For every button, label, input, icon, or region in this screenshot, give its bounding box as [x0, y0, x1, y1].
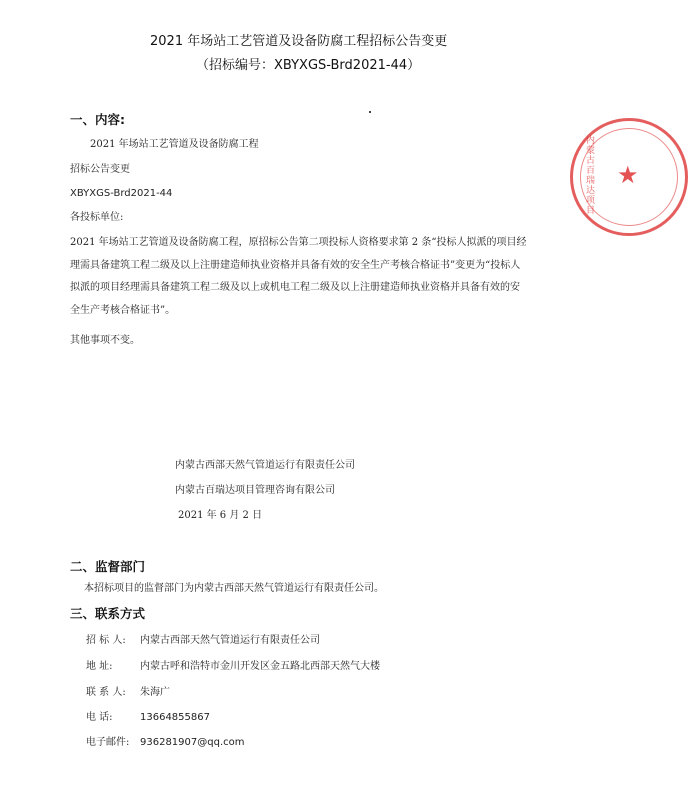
other-matters: 其他事项不变。: [70, 335, 140, 346]
contact-value: 内蒙古呼和浩特市金川开发区金五路北西部天然气大楼: [140, 661, 380, 672]
salutation: 各投标单位:: [70, 212, 124, 223]
scan-speck: [369, 111, 371, 113]
contact-label: 联 系 人:: [86, 687, 126, 698]
contact-value: 936281907@qq.com: [140, 737, 245, 748]
contact-email: [86, 733, 245, 748]
contact-tenderer: [86, 631, 320, 646]
section1-heading: 一、内容:: [70, 112, 125, 127]
signature-org2: 内蒙古百瑞达项目管理咨询有限公司: [175, 485, 335, 496]
contact-address: [86, 657, 380, 672]
change-description: 2021 年场站工艺管道及设备防腐工程，原招标公告第二项投标人资格要求第 2 条“投标人拟派的项目经理需具备建筑工程二级及以上注册建造师执业资格并具备有效的安全生产考核合格证书”变更为“投标人拟派的项目经理需具备建筑工程二级及以上或机电工程二级及以上注册建造师执业资格并具备有效的安全生产考核合格证书”。: [70, 237, 527, 316]
contact-label: 电子邮件:: [86, 737, 130, 748]
contact-label: 招 标 人:: [86, 635, 126, 646]
contact-value: 内蒙古西部天然气管道运行有限责任公司: [140, 635, 320, 646]
seal-text: 内蒙古百瑞达项目: [584, 135, 594, 215]
tender-code: XBYXGS-Brd2021-44: [70, 188, 173, 199]
contact-person: [86, 683, 170, 698]
contact-label: 电 话:: [86, 712, 113, 723]
signature-org1: 内蒙古西部天然气管道运行有限责任公司: [175, 460, 355, 471]
document-title: 2021 年场站工艺管道及设备防腐工程招标公告变更: [150, 34, 448, 49]
tender-number: （招标编号：XBYXGS-Brd2021-44）: [196, 58, 421, 73]
project-name: 2021 年场站工艺管道及设备防腐工程: [90, 139, 259, 150]
signature-date: 2021 年 6 月 2 日: [178, 510, 263, 521]
company-seal: [570, 118, 688, 236]
star-icon: ★: [617, 161, 639, 189]
section2-heading: 二、监督部门: [70, 559, 146, 574]
notice-type: 招标公告变更: [70, 164, 130, 175]
section3-heading: 三、联系方式: [70, 606, 146, 621]
contact-label: 地 址:: [86, 661, 113, 672]
supervision-text: 本招标项目的监督部门为内蒙古西部天然气管道运行有限责任公司。: [84, 583, 384, 594]
contact-value: 朱海广: [140, 687, 170, 698]
contact-phone: [86, 708, 210, 723]
contact-value: 13664855867: [140, 712, 210, 723]
